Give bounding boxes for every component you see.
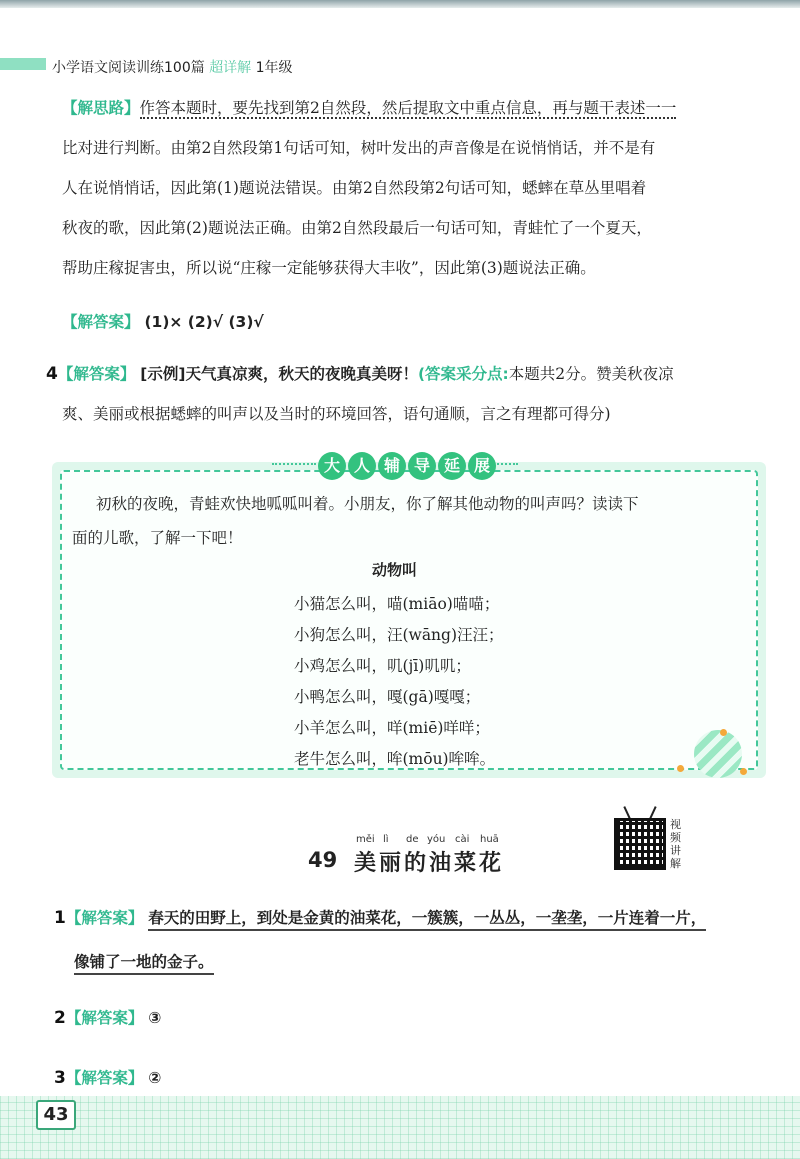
extension-title-char: 大 <box>318 452 346 480</box>
analysis-line-3 <box>62 178 646 198</box>
footer-grid <box>0 1096 800 1159</box>
analysis-text-2: 比对进行判断。由第2自然段第1句话可知，树叶发出的声音像是在说悄悄话，并不是有 <box>62 139 656 157</box>
video-lesson-label: 视频讲解 <box>670 818 681 870</box>
extension-intro-2: 面的儿歌，了解一下吧！ <box>72 529 243 547</box>
answer-3-tag: 【解答案】 <box>65 1069 144 1087</box>
extension-title <box>318 452 496 480</box>
q4-tag: 【解答案】 <box>57 365 136 383</box>
analysis-line-2 <box>62 138 655 158</box>
q4-number: 4 <box>46 364 58 384</box>
answer-3-tag: 【解答案】 <box>62 313 140 331</box>
answer-3-text: ② <box>148 1069 162 1087</box>
answer-1-text-1: 春天的田野上，到处是金黄的油菜花，一簇簇，一丛丛，一垄垄，一片连着一片， <box>148 909 706 931</box>
poem-line: 小狗怎么叫，汪(wāng)汪汪； <box>294 626 504 644</box>
page-number: 43 <box>36 1100 76 1130</box>
extension-title-char: 辅 <box>378 452 406 480</box>
analysis-tag: 【解思路】 <box>62 99 140 117</box>
pinyin: yóu <box>427 834 446 845</box>
answer-1-line-2 <box>74 952 214 972</box>
poem-line: 小鸡怎么叫，叽(jī)叽叽； <box>294 657 471 675</box>
pinyin: cài <box>455 834 470 845</box>
extension-title-char: 导 <box>408 452 436 480</box>
q4-score-text: 本题共2分。赞美秋夜凉 <box>508 365 674 383</box>
analysis-text-3: 人在说悄悄话，因此第(1)题说法错误。由第2自然段第2句话可知，蟋蟀在草丛里唱着 <box>62 179 647 197</box>
top-edge-bar <box>0 0 800 8</box>
answer-3-text: (1)× (2)√ (3)√ <box>144 313 264 331</box>
lesson-title: 美丽的油菜花 <box>354 851 505 876</box>
grade-label: 1年级 <box>255 60 293 76</box>
decorative-dot <box>720 729 727 736</box>
title-deco-left <box>272 463 316 465</box>
q4-line-2 <box>62 404 611 424</box>
q4-line-1 <box>46 364 674 384</box>
analysis-text-5: 帮助庄稼捉害虫，所以说“庄稼一定能够获得大丰收”，因此第(3)题说法正确。 <box>62 259 596 277</box>
header-stripe <box>0 58 46 70</box>
lesson-number: 49 <box>308 848 338 872</box>
answer-2-line <box>54 1008 161 1028</box>
pinyin: huā <box>480 834 499 845</box>
running-header <box>52 57 293 77</box>
analysis-line-1 <box>62 98 676 118</box>
extension-title-char: 人 <box>348 452 376 480</box>
extension-title-char: 展 <box>468 452 496 480</box>
answer-3-line <box>54 1068 161 1088</box>
qr-antenna <box>649 806 656 819</box>
analysis-text-1: 作答本题时，要先找到第2自然段，然后提取文中重点信息，再与题干表述一一 <box>139 99 677 117</box>
series-label: 超详解 <box>209 60 252 76</box>
poem-line: 小鸭怎么叫，嘎(gā)嘎嘎； <box>294 688 481 706</box>
answer-1-tag: 【解答案】 <box>65 909 144 927</box>
answer-2-text: ③ <box>148 1009 162 1027</box>
book-title: 小学语文阅读训练100篇 <box>52 60 205 76</box>
answer-1-text-2: 像铺了一地的金子。 <box>74 953 214 975</box>
extension-title-char: 延 <box>438 452 466 480</box>
analysis-line-5 <box>62 258 596 278</box>
answer-3-line <box>62 312 264 332</box>
answer-2-number: 2 <box>54 1008 66 1028</box>
answer-1-line-1 <box>54 908 706 928</box>
pinyin: lì <box>383 834 389 845</box>
poem-line: 小羊怎么叫，咩(miē)咩咩； <box>294 719 490 737</box>
poem-line: 小猫怎么叫，喵(miāo)喵喵； <box>294 595 500 613</box>
q4-text-2: 爽、美丽或根据蟋蟀的叫声以及当时的环境回答，语句通顺，言之有理都可得分) <box>62 405 611 423</box>
decorative-dot <box>740 768 747 775</box>
pinyin: de <box>406 834 419 845</box>
q4-score-tag: (答案采分点: <box>417 365 509 383</box>
decorative-dot <box>677 765 684 772</box>
poem-title: 动物叫 <box>372 561 418 579</box>
poem-line: 老牛怎么叫，哞(mōu)哞哞。 <box>294 750 496 768</box>
qr-antenna <box>623 806 630 819</box>
answer-3-number: 3 <box>54 1068 66 1088</box>
qr-code[interactable] <box>614 818 666 870</box>
analysis-text-4: 秋夜的歌，因此第(2)题说法正确。由第2自然段最后一句话可知，青蛙忙了一个夏天， <box>62 219 652 237</box>
analysis-line-4 <box>62 218 652 238</box>
answer-2-tag: 【解答案】 <box>65 1009 144 1027</box>
pinyin: měi <box>356 834 375 845</box>
q4-example: [示例]天气真凉爽，秋天的夜晚真美呀！ <box>140 365 418 383</box>
extension-intro-1: 初秋的夜晚，青蛙欢快地呱呱叫着。小朋友，你了解其他动物的叫声吗？读读下 <box>96 495 639 513</box>
answer-1-number: 1 <box>54 908 66 928</box>
decorative-ball <box>694 730 742 778</box>
